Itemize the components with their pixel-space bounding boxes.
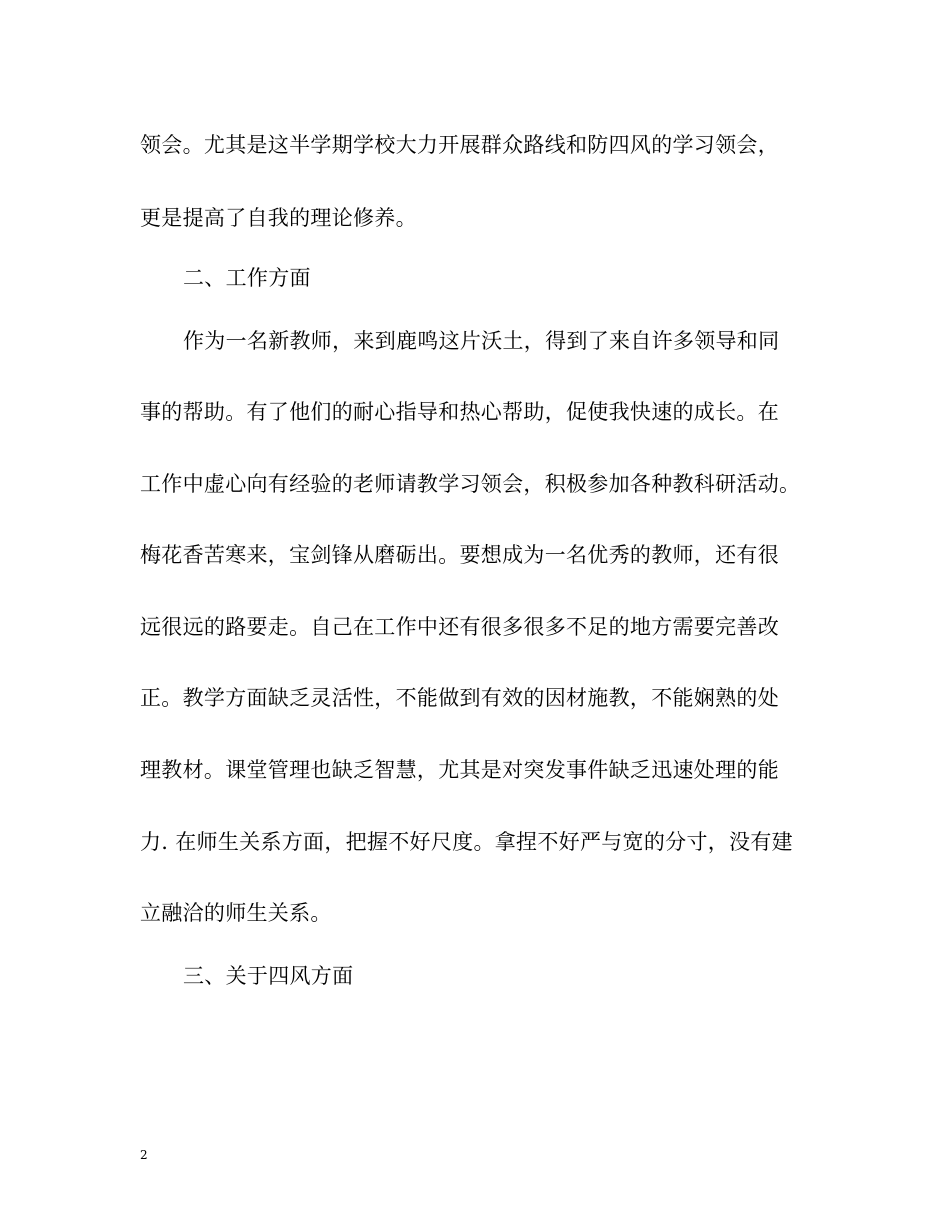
section-heading-work: 二、工作方面 xyxy=(183,266,311,290)
page-number: 2 xyxy=(140,1148,148,1162)
paragraph-line-3: 作为一名新教师，来到鹿鸣这片沃土，得到了来自许多领导和同 xyxy=(183,329,780,353)
paragraph-line-4: 事的帮助。有了他们的耐心指导和热心帮助，促使我快速的成长。在 xyxy=(140,400,779,424)
paragraph-line-1: 领会。尤其是这半学期学校大力开展群众路线和防四风的学习领会， xyxy=(140,133,779,157)
paragraph-line-6: 梅花香苦寒来，宝剑锋从磨砺出。要想成为一名优秀的教师，还有很 xyxy=(140,543,779,567)
paragraph-line-11: 立融洽的师生关系。 xyxy=(140,901,332,925)
paragraph-line-2: 更是提高了自我的理论修养。 xyxy=(140,206,417,230)
paragraph-line-10: 力. 在师生关系方面，把握不好尺度。拿捏不好严与宽的分寸，没有建 xyxy=(140,830,793,854)
paragraph-line-8: 正。教学方面缺乏灵活性，不能做到有效的因材施教，不能娴熟的处 xyxy=(140,686,779,710)
paragraph-line-5: 工作中虚心向有经验的老师请教学习领会，积极参加各种教科研活动。 xyxy=(140,472,801,496)
section-heading-four-winds: 三、关于四风方面 xyxy=(183,964,354,988)
paragraph-line-7: 远很远的路要走。自己在工作中还有很多很多不足的地方需要完善改 xyxy=(140,615,779,639)
paragraph-line-9: 理教材。课堂管理也缺乏智慧，尤其是对突发事件缺乏迅速处理的能 xyxy=(140,758,779,782)
